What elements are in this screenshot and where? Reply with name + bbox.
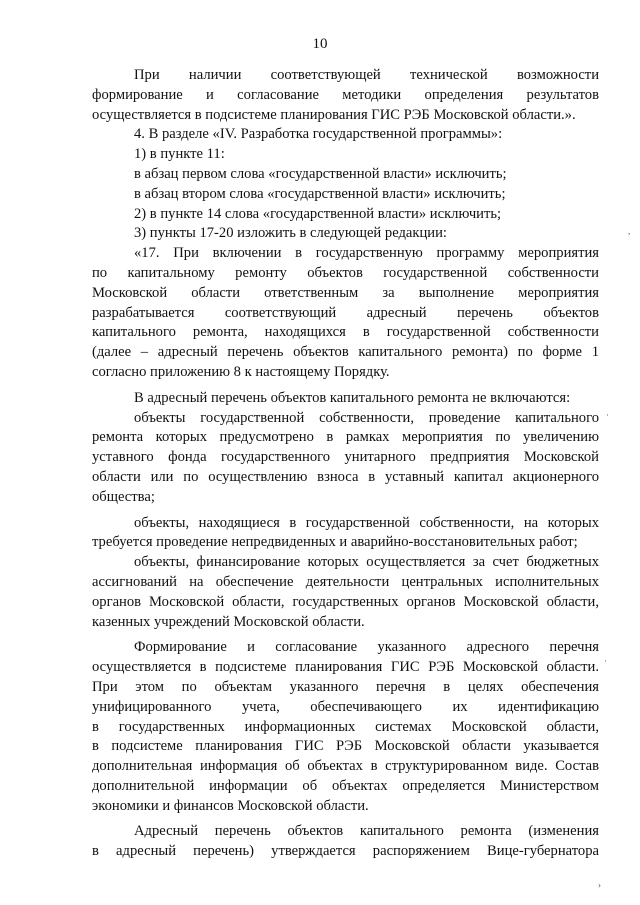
- text-line: требуется проведение непредвиденных и аварийно-восстановительных работ;: [92, 534, 578, 551]
- text-line: по капитальному ремонту объектов государственной собственности: [92, 264, 599, 281]
- text-line: Адресный перечень объектов капитального ремонта (изменения: [134, 823, 599, 840]
- text-line: Формирование и согласование указанного адресного перечня: [134, 639, 599, 656]
- text-line: в адресный перечень) утверждается распоряжением Вице-губернатора: [92, 843, 599, 860]
- text-line: объекты, финансирование которых осуществляется за счет бюджетных: [134, 554, 599, 571]
- text-line: общества;: [92, 488, 155, 505]
- scan-mark: ,: [628, 226, 631, 236]
- text-line: При наличии соответствующей технической возможности: [134, 67, 599, 83]
- text-line: 3) пункты 17-20 изложить в следующей редакции:: [134, 225, 447, 242]
- text-line: формирование и согласование методики определения результатов: [92, 86, 599, 103]
- text-line: объекты, находящиеся в государственной собственности, на которых: [134, 514, 599, 531]
- text-line: ремонта которых предусмотрено в рамках мероприятия по увеличению: [92, 429, 599, 446]
- text-line: «17. При включении в государственную программу мероприятия: [134, 245, 599, 262]
- text-line: При этом по объектам указанного перечня в целях обеспечения: [92, 678, 599, 695]
- text-line: осуществляется в подсистеме планирования ГИС РЭБ Московской области.».: [92, 106, 576, 123]
- text-line: (далее – адресный перечень объектов капитального ремонта) по форме 1: [92, 344, 599, 361]
- text-line: осуществляется в подсистеме планирования ГИС РЭБ Московской области.: [92, 659, 599, 676]
- text-line: дополнительная информация об объектах в структурированном виде. Состав: [92, 758, 599, 775]
- text-line: капитального ремонта, находящихся в государственной собственности: [92, 324, 599, 341]
- text-line: в государственных информационных системах Московской области,: [92, 718, 599, 735]
- scan-mark: ·: [604, 656, 607, 666]
- text-line: дополнительной информации об объектах определяется Министерством: [92, 777, 599, 794]
- text-line: разрабатывается соответствующий адресный перечень объектов: [92, 304, 599, 321]
- text-line: ассигнований на обеспечение деятельности центральных исполнительных: [92, 573, 599, 590]
- text-line: казенных учреждений Московской области.: [92, 613, 365, 630]
- document-body: [92, 66, 599, 862]
- text-line: в абзац втором слова «государственной власти» исключить;: [134, 185, 506, 202]
- text-line: органов Московской области, государственных органов Московской области,: [92, 593, 599, 610]
- page-number: 10: [312, 36, 328, 52]
- scan-mark: ·: [606, 410, 609, 420]
- text-line: области или по осуществлению взноса в уставный капитал акционерного: [92, 468, 599, 485]
- text-line: в подсистеме планирования ГИС РЭБ Московской области указывается: [92, 738, 599, 755]
- text-line: согласно приложению 8 к настоящему Порядку.: [92, 363, 390, 380]
- text-line: экономики и финансов Московской области.: [92, 797, 369, 814]
- text-line: В адресный перечень объектов капитального ремонта не включаются:: [134, 389, 571, 406]
- text-line: объекты государственной собственности, проведение капитального: [134, 409, 599, 426]
- text-line: 2) в пункте 14 слова «государственной власти» исключить;: [134, 205, 502, 222]
- text-line: 1) в пункте 11:: [134, 146, 225, 163]
- text-line: унифицированного учета, обеспечивающего их идентификацию: [92, 698, 599, 715]
- text-line: в абзац первом слова «государственной власти» исключить;: [134, 165, 507, 182]
- text-line: Московской области ответственным за выполнение мероприятия: [92, 284, 599, 301]
- scan-mark: ›: [598, 880, 601, 890]
- text-line: уставного фонда государственного унитарного предприятия Московской: [92, 449, 599, 466]
- text-line: 4. В разделе «IV. Разработка государственной программы»:: [134, 126, 503, 143]
